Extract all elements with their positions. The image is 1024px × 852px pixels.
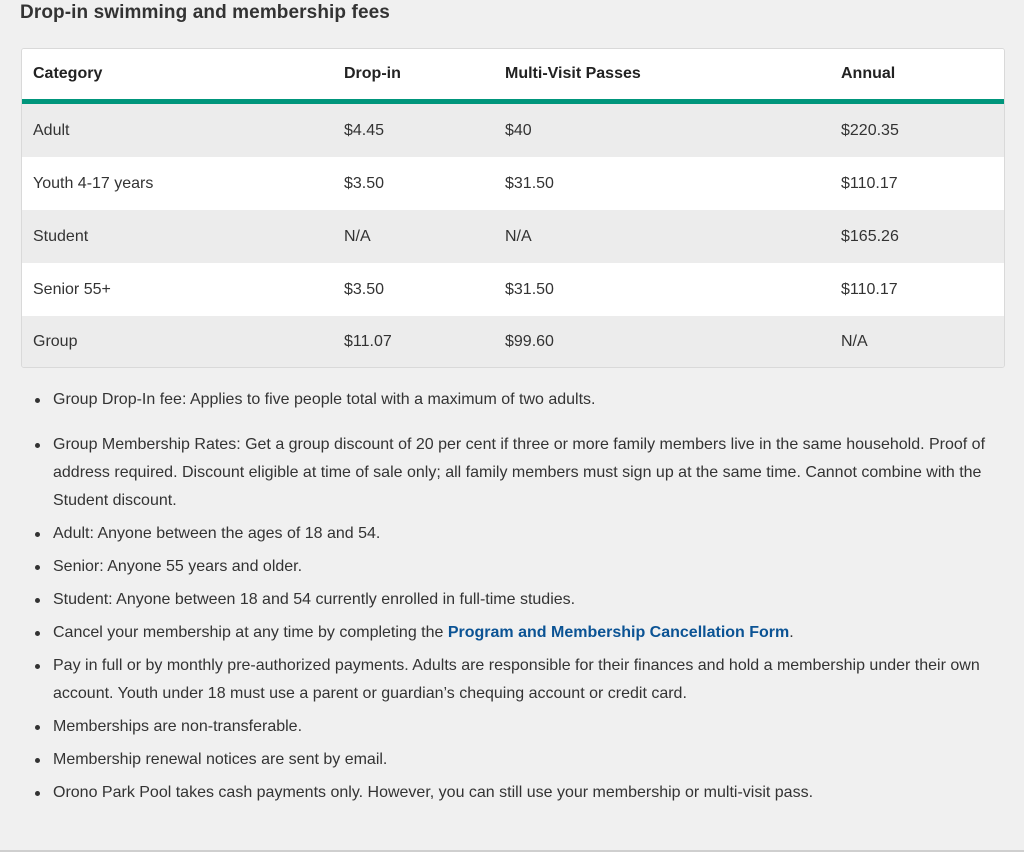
table-row bbox=[22, 210, 1005, 263]
cell-category: Senior 55+ bbox=[33, 280, 111, 298]
list-item bbox=[30, 713, 1005, 741]
list-item bbox=[30, 779, 1005, 807]
cell-category: Youth 4-17 years bbox=[33, 174, 154, 192]
cell-drop-in: N/A bbox=[344, 227, 371, 245]
table-row bbox=[22, 104, 1005, 157]
fee-notes-list bbox=[30, 386, 1005, 812]
header-category: Category bbox=[33, 65, 103, 82]
cell-category: Adult bbox=[33, 121, 70, 139]
cell-drop-in: $11.07 bbox=[344, 333, 392, 350]
cell-multi-visit: N/A bbox=[505, 227, 532, 245]
fees-table bbox=[21, 48, 1005, 368]
section-heading: Drop-in swimming and membership fees bbox=[20, 2, 390, 23]
header-drop-in: Drop-in bbox=[344, 65, 401, 82]
note-non-transferable: Memberships are non-transferable. bbox=[53, 718, 303, 735]
cell-multi-visit: $31.50 bbox=[505, 174, 554, 192]
note-renewal: Membership renewal notices are sent by email. bbox=[53, 751, 388, 768]
note-cancel-suffix: . bbox=[789, 624, 794, 641]
cell-annual: $110.17 bbox=[841, 174, 898, 192]
cell-drop-in: $4.45 bbox=[344, 121, 385, 139]
table-row bbox=[22, 263, 1005, 316]
cell-multi-visit: $99.60 bbox=[505, 333, 554, 350]
note-orono: Orono Park Pool takes cash payments only. However, you can still use your membership or multi-visit pass. bbox=[53, 784, 814, 801]
header-annual: Annual bbox=[841, 65, 896, 82]
list-item bbox=[30, 652, 1005, 708]
note-student: Student: Anyone between 18 and 54 currently enrolled in full-time studies. bbox=[53, 591, 576, 608]
list-item bbox=[30, 431, 1005, 515]
list-item bbox=[30, 553, 1005, 581]
list-item bbox=[30, 520, 1005, 548]
cell-annual: $110.17 bbox=[841, 280, 898, 298]
note-group-membership: Group Membership Rates: Get a group discount of 20 per cent if three or more family members live in the same household. Proof of address required. Discount eligible at time of sale only; all family members must sign up at the same time. Cannot combine with the Student discount. bbox=[53, 436, 986, 509]
note-payment: Pay in full or by monthly pre-authorized payments. Adults are responsible for their finances and hold a membership under their own account. Youth under 18 must use a parent or guardian’s chequing account or credit card. bbox=[53, 657, 980, 702]
header-multi-visit: Multi-Visit Passes bbox=[505, 65, 641, 82]
list-item bbox=[30, 586, 1005, 614]
cell-drop-in: $3.50 bbox=[344, 174, 385, 192]
note-cancel-prefix: Cancel your membership at any time by completing the bbox=[53, 624, 448, 641]
cell-category: Group bbox=[33, 333, 78, 350]
table-header-row bbox=[22, 49, 1005, 99]
cancellation-form-link[interactable]: Program and Membership Cancellation Form bbox=[447, 624, 790, 641]
cell-annual: $165.26 bbox=[841, 227, 899, 245]
note-senior: Senior: Anyone 55 years and older. bbox=[53, 558, 303, 575]
list-item bbox=[30, 386, 1005, 414]
table-row bbox=[22, 157, 1005, 210]
cell-annual: $220.35 bbox=[841, 121, 899, 139]
cell-drop-in: $3.50 bbox=[344, 280, 385, 298]
list-item bbox=[30, 619, 1005, 647]
cell-annual: N/A bbox=[841, 333, 868, 350]
cell-multi-visit: $40 bbox=[505, 121, 532, 139]
cell-multi-visit: $31.50 bbox=[505, 280, 554, 298]
cell-category: Student bbox=[33, 227, 89, 245]
note-group-dropin: Group Drop-In fee: Applies to five people total with a maximum of two adults. bbox=[53, 391, 596, 408]
list-item bbox=[30, 746, 1005, 774]
table-row bbox=[22, 316, 1005, 368]
note-adult: Adult: Anyone between the ages of 18 and 54. bbox=[53, 525, 381, 542]
